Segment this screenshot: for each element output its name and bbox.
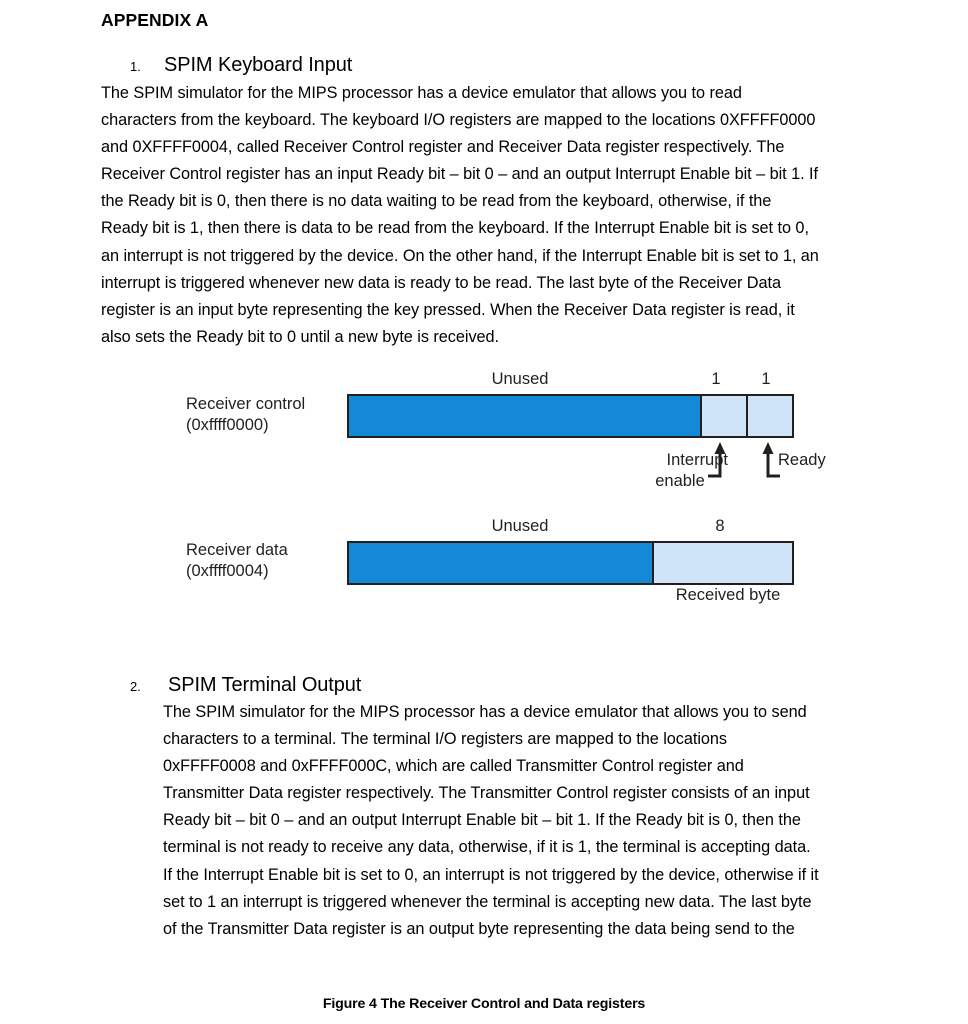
paragraph-line: 0xFFFF0008 and 0xFFFF000C, which are called Transmitter Control register and: [163, 757, 744, 776]
receiver-data-bar: [347, 541, 794, 585]
paragraph-line: characters to a terminal. The terminal I/O registers are mapped to the locations: [163, 730, 728, 749]
interrupt-enable-label-line2: enable: [655, 472, 705, 490]
paragraph-line: terminal is not ready to receive any data, otherwise, if it is 1, the terminal is accepting data.: [163, 838, 811, 857]
paragraph-line: also sets the Ready bit to 0 until a new byte is received.: [101, 327, 500, 346]
reg1-ready-segment: [746, 396, 792, 436]
page-title: APPENDIX A: [101, 10, 209, 30]
received-byte-label: Received byte: [675, 586, 781, 604]
paragraph-line: register is an input byte representing the key pressed. When the Receiver Data register is read, it: [101, 300, 795, 319]
interrupt-enable-label: [636, 450, 728, 492]
reg2-received-byte-segment: [652, 543, 792, 583]
section-heading-1: [130, 54, 352, 77]
section-2-body: [163, 699, 881, 943]
paragraph-line: the Ready bit is 0, then there is no data waiting to be read from the keyboard, otherwise, if the: [101, 192, 772, 211]
register-name: Receiver control: [186, 395, 306, 413]
register-address: (0xffff0000): [186, 416, 269, 434]
paragraph-line: set to 1 an interrupt is triggered whenever the terminal is accepting new data. The last byte: [163, 892, 812, 911]
section-number-1: 1.: [130, 59, 141, 74]
paragraph-line: The SPIM simulator for the MIPS processor has a device emulator that allows you to send: [163, 703, 807, 721]
reg2-unused-label: Unused: [491, 517, 549, 535]
reg1-interrupt-enable-width: 1: [711, 370, 721, 388]
register-address: (0xffff0004): [186, 562, 269, 580]
interrupt-enable-label-line1: Interrupt: [666, 451, 728, 469]
register-name: Receiver data: [186, 541, 288, 559]
section-title-1: SPIM Keyboard Input: [164, 54, 353, 76]
reg1-unused-label: Unused: [491, 370, 549, 388]
paragraph-line: Ready bit is 1, then there is data to be read from the keyboard. If the Interrupt Enable bit is set to 0,: [101, 219, 809, 238]
paragraph-line: Transmitter Data register respectively. The Transmitter Control register consists of an input: [163, 784, 810, 803]
reg2-unused-segment: [349, 543, 652, 583]
section-heading-2: [130, 674, 361, 697]
paragraph-line: of the Transmitter Data register is an output byte representing the data being send to the: [163, 919, 795, 938]
paragraph-line: The SPIM simulator for the MIPS processor has a device emulator that allows you to read: [101, 84, 742, 102]
reg1-unused-segment: [349, 396, 700, 436]
paragraph-line: and 0XFFFF0004, called Receiver Control register and Receiver Data register respectively. The: [101, 138, 785, 157]
paragraph-line: an interrupt is not triggered by the device. On the other hand, if the Interrupt Enable bit is set to 1, an: [101, 246, 819, 265]
receiver-control-bar: [347, 394, 794, 438]
paragraph-line: characters from the keyboard. The keyboard I/O registers are mapped to the locations 0XFFFF0000: [101, 111, 816, 130]
paragraph-line: interrupt is triggered whenever new data is ready to be read. The last byte of the Receiver Data: [101, 273, 781, 292]
receiver-data-label: [186, 540, 346, 582]
section-number-2: 2.: [130, 679, 141, 694]
reg1-interrupt-enable-segment: [700, 396, 746, 436]
paragraph-line: If the Interrupt Enable bit is set to 0, an interrupt is not triggered by the device, otherwise if it: [163, 865, 819, 884]
receiver-control-label: [186, 394, 346, 436]
paragraph-line: Receiver Control register has an input Ready bit – bit 0 – and an output Interrupt Enable bit – bit 1. If: [101, 165, 818, 184]
ready-label: Ready: [778, 451, 826, 469]
reg1-ready-width: 1: [761, 370, 771, 388]
section-title-2: SPIM Terminal Output: [168, 674, 362, 696]
reg2-received-byte-width: 8: [715, 517, 725, 535]
paragraph-line: Ready bit – bit 0 – and an output Interrupt Enable bit – bit 1. If the Ready bit is 0, then the: [163, 811, 801, 830]
section-1-body: [101, 80, 891, 351]
figure-caption: Figure 4 The Receiver Control and Data registers: [322, 996, 646, 1012]
